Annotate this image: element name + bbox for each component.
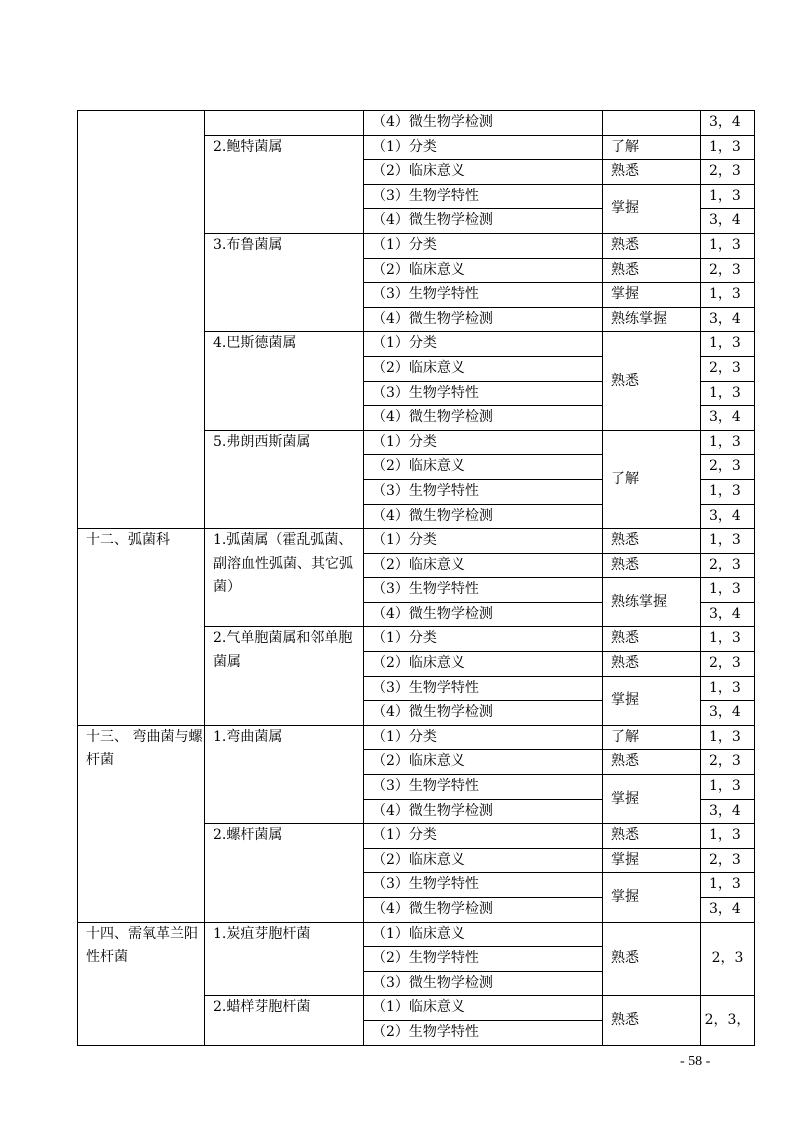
level-cell: 了解 <box>603 725 701 750</box>
code-cell: 2，3 <box>701 356 755 381</box>
code-cell: 2，3 <box>701 553 755 578</box>
item-cell: （3）生物学特性 <box>364 381 603 406</box>
code-cell: 3，4 <box>701 504 755 529</box>
item-cell: （2）临床意义 <box>364 553 603 578</box>
topic-cell: 1.弧菌属（霍乱弧菌、副溶血性弧菌、其它弧菌） <box>205 529 364 627</box>
item-cell: （2）临床意义 <box>364 356 603 381</box>
item-cell: （4）微生物学检测 <box>364 307 603 332</box>
level-cell: 熟悉 <box>603 233 701 258</box>
topic-cell: 3.布鲁菌属 <box>205 233 364 331</box>
item-cell: （3）生物学特性 <box>364 283 603 308</box>
code-cell: 2，3 <box>701 160 755 185</box>
code-cell: 1，3 <box>701 676 755 701</box>
code-cell: 3，4 <box>701 209 755 234</box>
code-cell: 2，3， <box>701 996 755 1045</box>
topic-cell: 4.巴斯德菌属 <box>205 332 364 430</box>
code-cell: 3，4 <box>701 799 755 824</box>
code-cell: 1，3 <box>701 283 755 308</box>
level-cell: 掌握 <box>603 184 701 233</box>
code-cell: 2，3 <box>701 652 755 677</box>
item-cell: （4）微生物学检测 <box>364 504 603 529</box>
item-cell: （1）分类 <box>364 627 603 652</box>
topic-cell: 2.蜡样芽胞杆菌 <box>205 996 364 1045</box>
level-cell: 熟悉 <box>603 529 701 554</box>
level-cell: 熟练掌握 <box>603 307 701 332</box>
level-cell: 熟悉 <box>603 553 701 578</box>
level-cell: 熟练掌握 <box>603 578 701 627</box>
level-cell: 掌握 <box>603 848 701 873</box>
code-cell: 3，4 <box>701 701 755 726</box>
item-cell: （2）临床意义 <box>364 258 603 283</box>
item-cell: （1）分类 <box>364 430 603 455</box>
level-cell <box>603 111 701 136</box>
level-cell: 熟悉 <box>603 750 701 775</box>
unit-cell: 十二、弧菌科 <box>78 529 205 726</box>
code-cell: 3，4 <box>701 307 755 332</box>
item-cell: （3）微生物学检测 <box>364 971 603 996</box>
item-cell: （3）生物学特性 <box>364 775 603 800</box>
item-cell: （2）临床意义 <box>364 750 603 775</box>
item-cell: （4）微生物学检测 <box>364 898 603 923</box>
level-cell: 熟悉 <box>603 332 701 430</box>
level-cell: 熟悉 <box>603 824 701 849</box>
code-cell: 2，3 <box>701 258 755 283</box>
item-cell: （1）分类 <box>364 135 603 160</box>
code-cell: 2，3 <box>701 848 755 873</box>
table-row <box>78 529 755 554</box>
level-cell: 熟悉 <box>603 922 701 996</box>
level-cell: 熟悉 <box>603 652 701 677</box>
code-cell: 2，3 <box>701 455 755 480</box>
item-cell: （3）生物学特性 <box>364 873 603 898</box>
topic-cell <box>205 111 364 136</box>
item-cell: （4）微生物学检测 <box>364 602 603 627</box>
topic-cell: 2.螺杆菌属 <box>205 824 364 922</box>
item-cell: （1）临床意义 <box>364 996 603 1021</box>
item-cell: （3）生物学特性 <box>364 479 603 504</box>
code-cell: 1，3 <box>701 627 755 652</box>
item-cell: （2）临床意义 <box>364 160 603 185</box>
level-cell: 熟悉 <box>603 160 701 185</box>
page-number: - 58 - <box>680 1054 711 1069</box>
level-cell: 了解 <box>603 430 701 528</box>
level-cell: 掌握 <box>603 873 701 922</box>
code-cell: 1，3 <box>701 578 755 603</box>
item-cell: （4）微生物学检测 <box>364 701 603 726</box>
code-cell: 1，3 <box>701 381 755 406</box>
item-cell: （1）分类 <box>364 824 603 849</box>
code-cell: 1，3 <box>701 184 755 209</box>
item-cell: （4）微生物学检测 <box>364 111 603 136</box>
code-cell: 1，3 <box>701 430 755 455</box>
topic-cell: 2.鲍特菌属 <box>205 135 364 233</box>
item-cell: （1）分类 <box>364 529 603 554</box>
code-cell: 1，3 <box>701 824 755 849</box>
level-cell: 熟悉 <box>603 627 701 652</box>
topic-cell: 2.气单胞菌属和邻单胞菌属 <box>205 627 364 725</box>
unit-cell <box>78 111 205 529</box>
level-cell: 掌握 <box>603 676 701 725</box>
code-cell: 2，3 <box>701 750 755 775</box>
level-cell: 掌握 <box>603 775 701 824</box>
item-cell: （2）临床意义 <box>364 455 603 480</box>
level-cell: 熟悉 <box>603 258 701 283</box>
item-cell: （3）生物学特性 <box>364 184 603 209</box>
code-cell: 1，3 <box>701 233 755 258</box>
code-cell: 1，3 <box>701 725 755 750</box>
code-cell: 3，4 <box>701 898 755 923</box>
topic-cell: 5.弗朗西斯菌属 <box>205 430 364 528</box>
code-cell: 3，4 <box>701 602 755 627</box>
level-cell: 了解 <box>603 135 701 160</box>
item-cell: （1）分类 <box>364 233 603 258</box>
code-cell: 1，3 <box>701 479 755 504</box>
item-cell: （1）分类 <box>364 725 603 750</box>
item-cell: （2）生物学特性 <box>364 1020 603 1045</box>
code-cell: 1，3 <box>701 529 755 554</box>
item-cell: （4）微生物学检测 <box>364 209 603 234</box>
code-cell: 2，3 <box>701 922 755 996</box>
unit-cell: 十三、 弯曲菌与螺杆菌 <box>78 725 205 922</box>
code-cell: 1，3 <box>701 135 755 160</box>
level-cell: 熟悉 <box>603 996 701 1045</box>
topic-cell: 1.炭疽芽胞杆菌 <box>205 922 364 996</box>
item-cell: （1）临床意义 <box>364 922 603 947</box>
code-cell: 3，4 <box>701 111 755 136</box>
item-cell: （2）临床意义 <box>364 848 603 873</box>
item-cell: （2）生物学特性 <box>364 947 603 972</box>
level-cell: 掌握 <box>603 283 701 308</box>
item-cell: （3）生物学特性 <box>364 578 603 603</box>
code-cell: 1，3 <box>701 873 755 898</box>
code-cell: 3，4 <box>701 406 755 431</box>
syllabus-table <box>77 110 755 1046</box>
item-cell: （1）分类 <box>364 332 603 357</box>
item-cell: （4）微生物学检测 <box>364 406 603 431</box>
unit-cell: 十四、需氧革兰阳性杆菌 <box>78 922 205 1045</box>
item-cell: （4）微生物学检测 <box>364 799 603 824</box>
topic-cell: 1.弯曲菌属 <box>205 725 364 823</box>
table-row <box>78 111 755 136</box>
item-cell: （2）临床意义 <box>364 652 603 677</box>
table-row <box>78 725 755 750</box>
code-cell: 1，3 <box>701 775 755 800</box>
item-cell: （3）生物学特性 <box>364 676 603 701</box>
code-cell: 1，3 <box>701 332 755 357</box>
table-row <box>78 922 755 947</box>
